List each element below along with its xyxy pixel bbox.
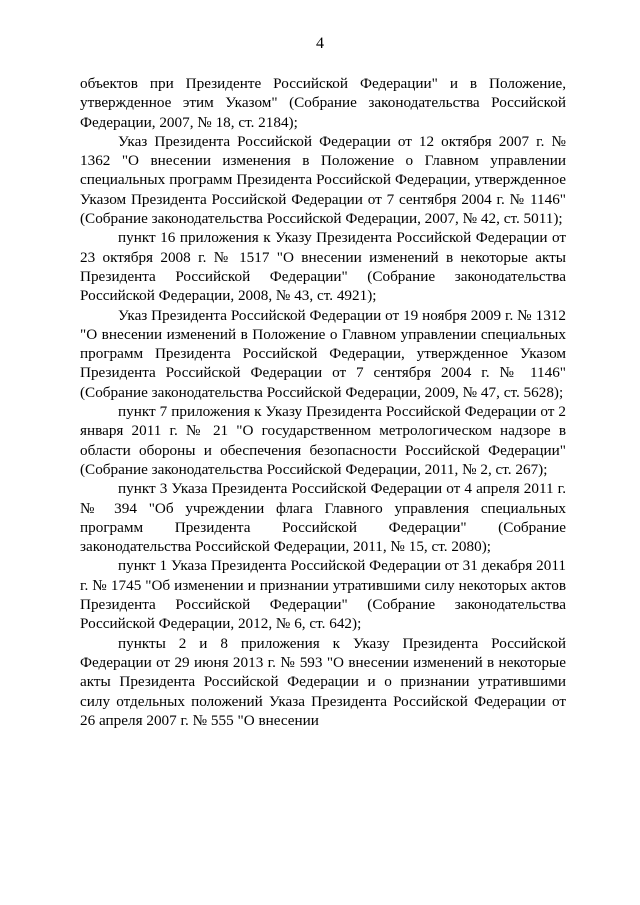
paragraph-7: пункт 1 Указа Президента Российской Федерации от 31 декабря 2011 г. № 1745 "Об изменении и признании утратившими силу некоторых актов Президента Российской Федерации" (Собрание законодательства Российской Федерации, 2012, № 6, ст. 642); [80, 557, 566, 633]
paragraph-1: объектов при Президенте Российской Федерации" и в Положение, утвержденное этим Указом" (Собрание законодательства Российской Федерации, 2007, № 18, ст. 2184); [80, 75, 566, 131]
paragraph-4: Указ Президента Российской Федерации от 19 ноября 2009 г. № 1312 "О внесении изменений в Положение о Главном управлении специальных программ Президента Российской Федерации, утвержденное Указом Президента Российской Федерации от 7 сентября 2004 г. № 1146" (Собрание законодательства Российской Федерации, 2009, № 47, ст. 5628); [80, 306, 566, 401]
paragraph-8: пункты 2 и 8 приложения к Указу Президента Российской Федерации от 29 июня 2013 г. № 593 "О внесении изменений в некоторые акты Президента Российской Федерации и о признании утратившими силу отдельных положений Указа Президента Российской Федерации от 26 апреля 2007 г. № 555 "О внесении [80, 634, 566, 729]
page-number: 4 [316, 35, 324, 52]
paragraph-5: пункт 7 приложения к Указу Президента Российской Федерации от 2 января 2011 г. № 21 "О государственном метрологическом надзоре в области обороны и обеспечения безопасности Российской Федерации" (Собрание законодательства Российской Федерации, 2011, № 2, ст. 267); [80, 403, 566, 478]
paragraph-6: пункт 3 Указа Президента Российской Федерации от 4 апреля 2011 г. № 394 "Об учреждении флага Главного управления специальных программ Президента Российской Федерации" (Собрание законодательства Российской Федерации, 2011, № 15, ст. 2080); [80, 480, 566, 556]
paragraph-2: Указ Президента Российской Федерации от 12 октября 2007 г. № 1362 "О внесении изменения в Положение о Главном управлении специальных программ Президента Российской Федерации, утвержденное Указом Президента Российской Федерации от 7 сентября 2004 г. № 1146" (Собрание законодательства Российской Федерации, 2007, № 42, ст. 5011); [80, 132, 566, 228]
paragraph-3: пункт 16 приложения к Указу Президента Российской Федерации от 23 октября 2008 г. № 1517 "О внесении изменений в некоторые акты Президента Российской Федерации" (Собрание законодательства Российской Федерации, 2008, № 43, ст. 4921); [80, 229, 566, 305]
document-body [80, 74, 566, 730]
